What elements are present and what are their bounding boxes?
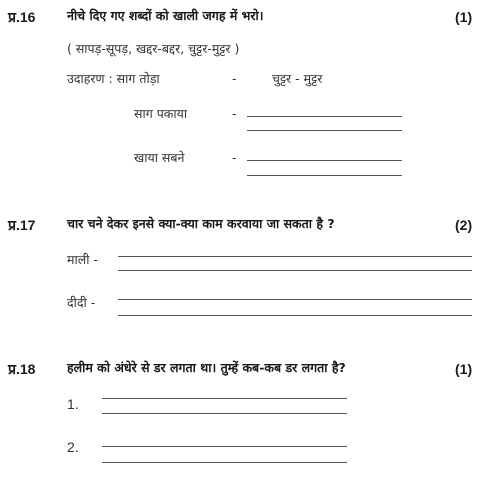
q16-item-2-answer-line-2[interactable]: [247, 175, 402, 176]
q16-number: प्र.16: [8, 9, 36, 25]
q17-number: प्र.17: [8, 217, 36, 233]
q16-item-1-answer-line-1[interactable]: [247, 116, 402, 117]
q18-marks: (1): [455, 361, 473, 377]
q16-marks: (1): [455, 9, 473, 25]
q17-item-2-label: दीदी -: [67, 295, 96, 310]
q16-example-dash: -: [232, 71, 237, 86]
q17-question-text: चार चने देकर इनसे क्या-क्या काम करवाया जा सकता है ?: [67, 216, 335, 231]
q18-item-1-answer-line-2[interactable]: [102, 413, 347, 414]
q17-item-1-answer-line-2[interactable]: [118, 270, 472, 271]
q17-item-1-label: माली -: [67, 252, 98, 267]
q16-item-1-answer-line-2[interactable]: [247, 130, 402, 131]
q18-item-2-answer-line-2[interactable]: [102, 462, 347, 463]
q18-item-2-answer-line-1[interactable]: [102, 446, 347, 447]
q18-item-1-answer-line-1[interactable]: [102, 398, 347, 399]
q16-item-2-dash: -: [232, 150, 237, 165]
q17-item-2-answer-line-1[interactable]: [118, 299, 472, 300]
q16-item-1-dash: -: [232, 106, 237, 121]
q17-item-1-answer-line-1[interactable]: [118, 256, 472, 257]
q16-question-text: नीचे दिए गए शब्दों को खाली जगह में भरो।: [67, 8, 264, 23]
q16-example-answer: चुट्टर - मुट्टर: [272, 71, 323, 86]
q16-example-label: उदाहरण : साग तोड़ा: [67, 71, 160, 86]
q16-item-2-label: खाया सबने: [134, 150, 185, 165]
q18-item-1-label: 1.: [67, 396, 79, 412]
q16-item-1-label: साग पकाया: [134, 106, 188, 121]
q16-item-2-answer-line-1[interactable]: [247, 160, 402, 161]
q16-word-bank: ( सापड़-सूपड़, खद्दर-बद्दर, चुट्टर-मुट्टर ): [67, 41, 240, 56]
q17-item-2-answer-line-2[interactable]: [118, 315, 472, 316]
q18-item-2-label: 2.: [67, 439, 79, 455]
q17-marks: (2): [455, 217, 473, 233]
q18-question-text: हलीम को अंधेरे से डर लगता था। तुम्हें कब-कब डर लगता है?: [67, 360, 346, 375]
q18-number: प्र.18: [8, 361, 36, 377]
